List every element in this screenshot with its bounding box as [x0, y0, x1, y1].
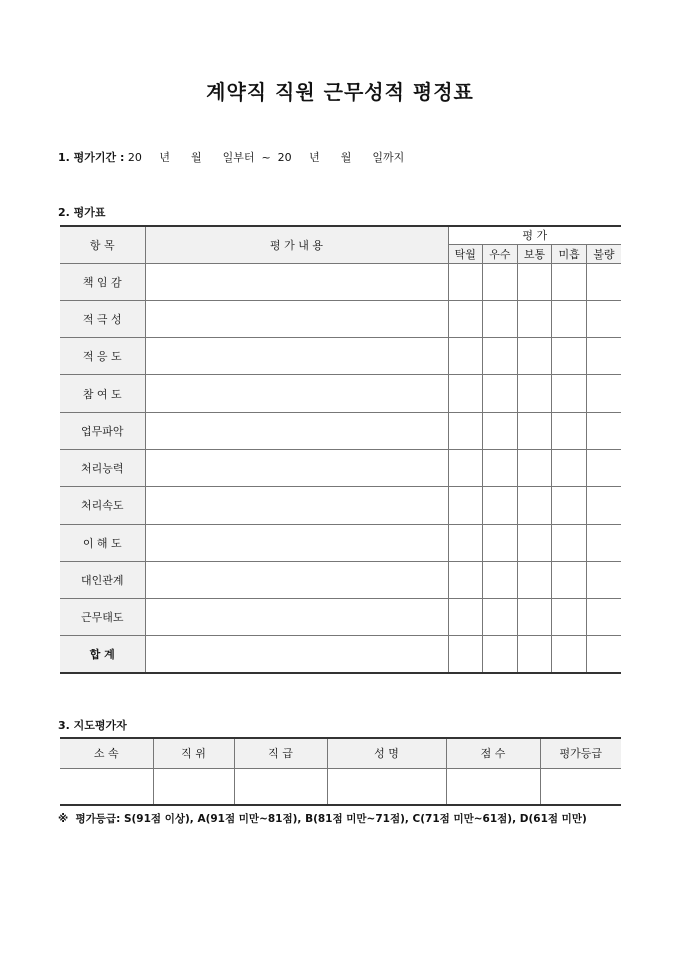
grade-cell[interactable] [552, 599, 587, 636]
grade-cell[interactable] [552, 561, 587, 598]
grade-cell[interactable] [448, 412, 483, 449]
evaluation-row [60, 561, 621, 598]
row-label: 근무태도 [60, 599, 145, 636]
supervisor-table [60, 737, 621, 806]
grade-cell[interactable] [552, 487, 587, 524]
grade-header: 우수 [483, 244, 518, 263]
grade-cell[interactable] [448, 561, 483, 598]
grade-cell[interactable] [448, 449, 483, 486]
content-cell[interactable] [145, 375, 448, 412]
grade-cell[interactable] [483, 524, 518, 561]
period-text: 20 년 월 일부터 ~ 20 년 월 일까지 [124, 151, 405, 164]
supervisor-cell[interactable] [446, 768, 540, 805]
grade-cell[interactable] [586, 263, 621, 300]
total-row [60, 636, 621, 673]
content-cell[interactable] [145, 561, 448, 598]
row-label: 적 응 도 [60, 338, 145, 375]
grade-cell[interactable] [483, 561, 518, 598]
supervisor-cell[interactable] [60, 768, 153, 805]
row-label: 처리속도 [60, 487, 145, 524]
grade-cell[interactable] [552, 263, 587, 300]
evaluation-table [60, 225, 621, 674]
grade-note: ※ 평가등급: S(91점 이상), A(91점 미만~81점), B(81점 미만~71점), C(71점 미만~61점), D(61점 미만) [58, 813, 587, 825]
supervisor-header: 직 위 [153, 738, 234, 768]
row-label: 책 임 감 [60, 263, 145, 300]
grade-cell[interactable] [483, 263, 518, 300]
grade-cell[interactable] [586, 449, 621, 486]
supervisor-header: 점 수 [446, 738, 540, 768]
content-cell[interactable] [145, 338, 448, 375]
grade-cell[interactable] [517, 263, 552, 300]
grade-header: 보통 [517, 244, 552, 263]
section2-heading: 2. 평가표 [58, 206, 106, 219]
grade-cell[interactable] [483, 599, 518, 636]
grade-cell[interactable] [448, 375, 483, 412]
content-cell[interactable] [145, 636, 448, 673]
col-content-header: 평 가 내 용 [145, 226, 448, 263]
supervisor-header: 성 명 [327, 738, 446, 768]
grade-cell[interactable] [586, 599, 621, 636]
supervisor-header: 소 속 [60, 738, 153, 768]
col-eval-header: 평 가 [448, 226, 621, 244]
grade-cell[interactable] [517, 561, 552, 598]
evaluation-row [60, 300, 621, 337]
row-label: 적 극 성 [60, 300, 145, 337]
grade-cell[interactable] [517, 300, 552, 337]
grade-cell[interactable] [586, 487, 621, 524]
evaluation-period [58, 149, 404, 165]
supervisor-header: 직 급 [234, 738, 327, 768]
grade-cell[interactable] [517, 487, 552, 524]
grade-cell[interactable] [483, 636, 518, 673]
grade-cell[interactable] [448, 338, 483, 375]
row-label: 이 해 도 [60, 524, 145, 561]
grade-cell[interactable] [552, 300, 587, 337]
row-label: 참 여 도 [60, 375, 145, 412]
supervisor-cell[interactable] [540, 768, 621, 805]
content-cell[interactable] [145, 449, 448, 486]
supervisor-header: 평가등급 [540, 738, 621, 768]
evaluation-row [60, 487, 621, 524]
grade-cell[interactable] [483, 487, 518, 524]
grade-cell[interactable] [517, 636, 552, 673]
page-title: 계약직 직원 근무성적 평정표 [206, 80, 474, 104]
grade-cell[interactable] [448, 524, 483, 561]
grade-cell[interactable] [586, 300, 621, 337]
grade-cell[interactable] [552, 375, 587, 412]
evaluation-row [60, 412, 621, 449]
grade-header: 탁월 [448, 244, 483, 263]
grade-cell[interactable] [586, 561, 621, 598]
evaluation-row [60, 338, 621, 375]
content-cell[interactable] [145, 412, 448, 449]
content-cell[interactable] [145, 263, 448, 300]
grade-cell[interactable] [517, 599, 552, 636]
supervisor-cell[interactable] [153, 768, 234, 805]
evaluation-row [60, 524, 621, 561]
content-cell[interactable] [145, 300, 448, 337]
supervisor-cell[interactable] [327, 768, 446, 805]
content-cell[interactable] [145, 524, 448, 561]
grade-cell[interactable] [483, 300, 518, 337]
grade-cell[interactable] [448, 263, 483, 300]
grade-cell[interactable] [586, 375, 621, 412]
content-cell[interactable] [145, 599, 448, 636]
grade-cell[interactable] [448, 487, 483, 524]
row-label: 업무파악 [60, 412, 145, 449]
row-label: 처리능력 [60, 449, 145, 486]
grade-cell[interactable] [552, 636, 587, 673]
grade-cell[interactable] [448, 636, 483, 673]
grade-header: 불량 [586, 244, 621, 263]
grade-cell[interactable] [483, 449, 518, 486]
evaluation-row [60, 263, 621, 300]
evaluation-row [60, 599, 621, 636]
grade-cell[interactable] [448, 599, 483, 636]
grade-cell[interactable] [483, 375, 518, 412]
evaluation-row [60, 449, 621, 486]
period-label: 1. 평가기간 : [58, 151, 125, 164]
section3-heading: 3. 지도평가자 [58, 719, 127, 732]
col-item-header: 항 목 [60, 226, 145, 263]
grade-cell[interactable] [483, 412, 518, 449]
grade-cell[interactable] [483, 338, 518, 375]
evaluation-row [60, 375, 621, 412]
total-label: 합 계 [60, 636, 145, 673]
grade-cell[interactable] [586, 636, 621, 673]
grade-cell[interactable] [517, 375, 552, 412]
grade-header: 미흡 [552, 244, 587, 263]
grade-cell[interactable] [552, 524, 587, 561]
grade-cell[interactable] [586, 524, 621, 561]
content-cell[interactable] [145, 487, 448, 524]
grade-cell[interactable] [517, 449, 552, 486]
row-label: 대인관계 [60, 561, 145, 598]
grade-cell[interactable] [552, 449, 587, 486]
grade-cell[interactable] [552, 412, 587, 449]
grade-cell[interactable] [586, 412, 621, 449]
grade-cell[interactable] [552, 338, 587, 375]
grade-cell[interactable] [517, 524, 552, 561]
grade-cell[interactable] [448, 300, 483, 337]
grade-cell[interactable] [586, 338, 621, 375]
grade-cell[interactable] [517, 412, 552, 449]
supervisor-cell[interactable] [234, 768, 327, 805]
grade-cell[interactable] [517, 338, 552, 375]
